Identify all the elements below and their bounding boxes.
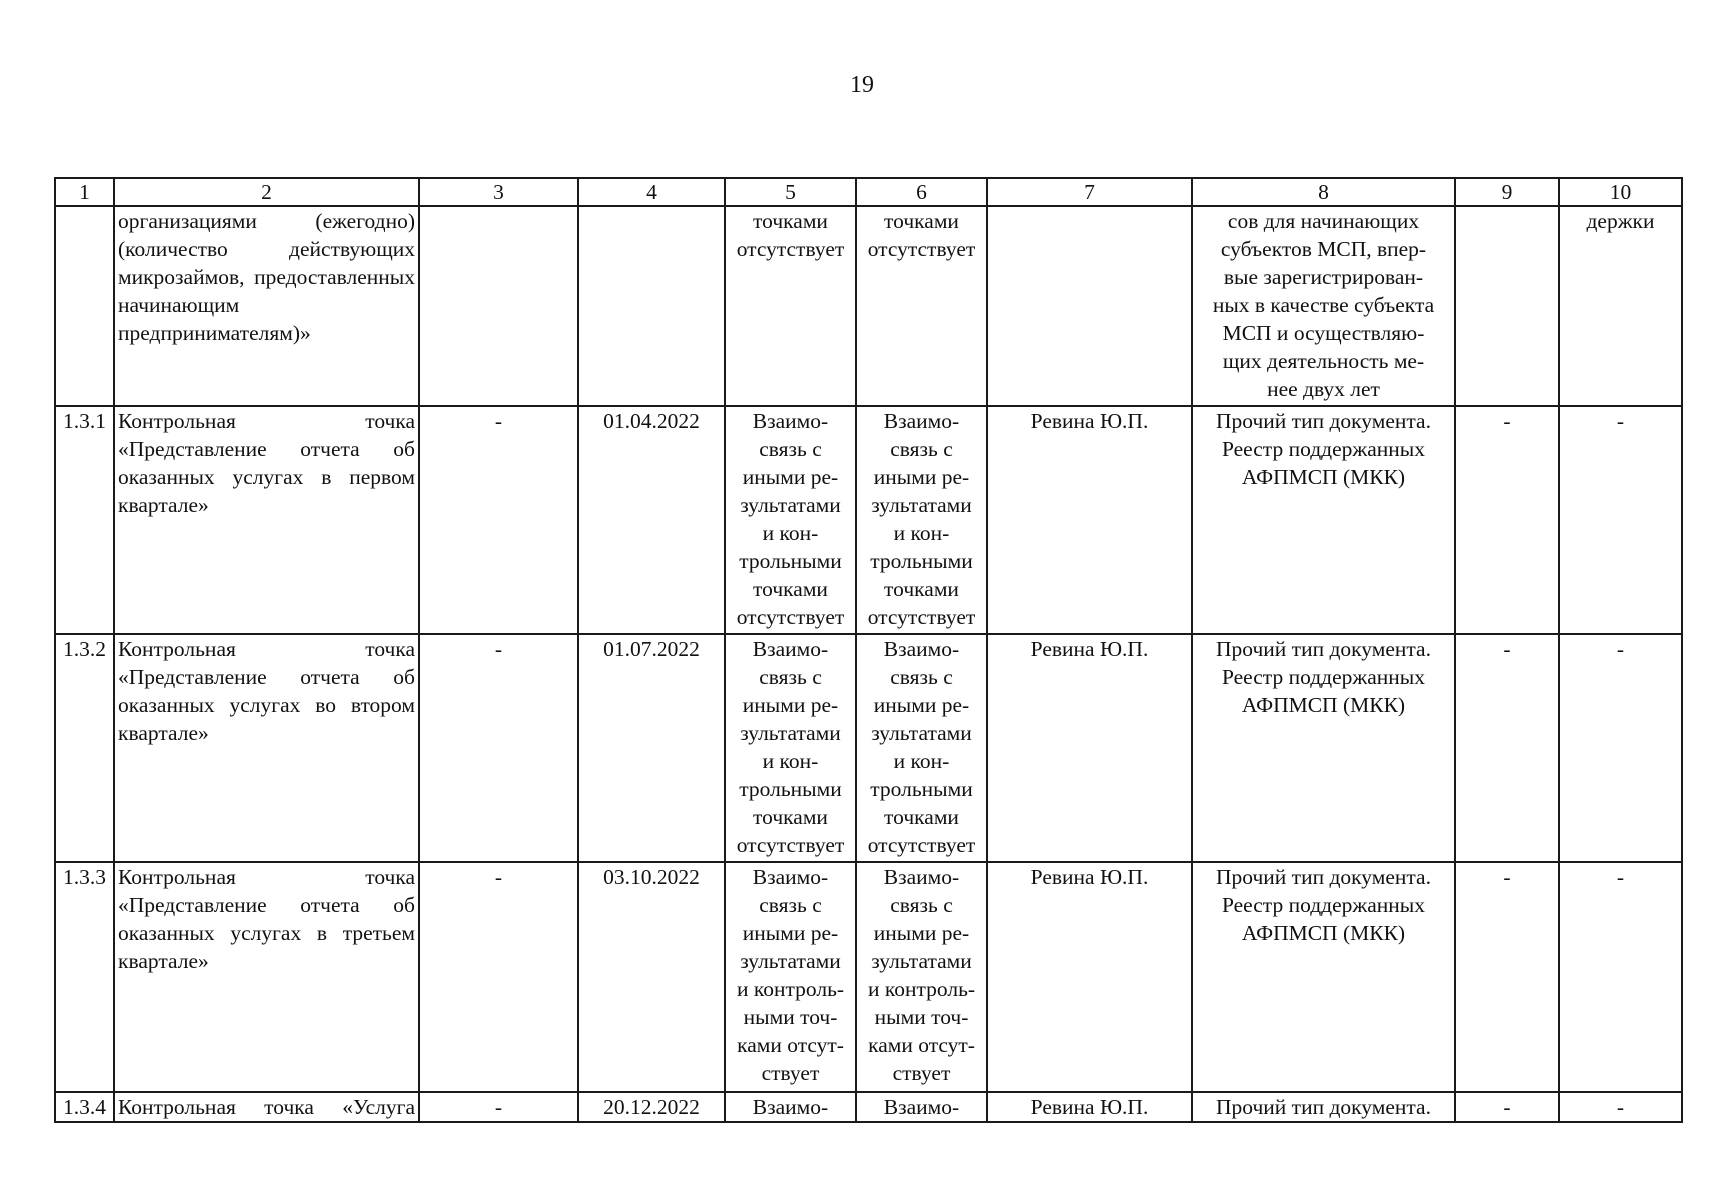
table-row	[55, 1092, 1682, 1122]
responsible-cell	[987, 206, 1192, 406]
row-number: 1.3.4	[55, 1092, 114, 1122]
header-cell: 7	[987, 178, 1192, 206]
cell-col3	[419, 206, 578, 406]
relation-cell: точками отсутствует	[856, 206, 987, 406]
header-cell: 3	[419, 178, 578, 206]
responsible-cell: Ревина Ю.П.	[987, 862, 1192, 1092]
date-cell: 01.04.2022	[578, 406, 725, 634]
cell-col10: держки	[1559, 206, 1682, 406]
measure-name: Контрольная точка «Представление отчета об оказанных услугах в первом квартале»	[114, 406, 419, 634]
table-row	[55, 206, 1682, 406]
cell-col10: -	[1559, 406, 1682, 634]
header-cell: 1	[55, 178, 114, 206]
row-number: 1.3.1	[55, 406, 114, 634]
relation-cell: точками отсутствует	[725, 206, 856, 406]
date-cell	[578, 206, 725, 406]
header-cell: 5	[725, 178, 856, 206]
date-cell: 20.12.2022	[578, 1092, 725, 1122]
relation-cell: Взаимо- связь с иными ре- зультатами и контроль- ными точ- ками отсут- ствует	[725, 862, 856, 1092]
header-cell: 2	[114, 178, 419, 206]
table-row	[55, 634, 1682, 862]
measure-name: организациями (ежегодно) (количество действующих микрозаймов, предоставленных начинающим предпринимателям)»	[114, 206, 419, 406]
row-number: 1.3.3	[55, 862, 114, 1092]
cell-col9	[1455, 206, 1559, 406]
relation-cell: Взаимо- связь с иными ре- зультатами и кон- трольными точками отсутствует	[856, 634, 987, 862]
responsible-cell: Ревина Ю.П.	[987, 406, 1192, 634]
relation-cell: Взаимо-	[856, 1092, 987, 1122]
document-cell: Прочий тип документа. Реестр поддержанных АФПМСП (МКК)	[1192, 862, 1455, 1092]
cell-col10: -	[1559, 862, 1682, 1092]
header-cell: 10	[1559, 178, 1682, 206]
relation-cell: Взаимо- связь с иными ре- зультатами и кон- трольными точками отсутствует	[725, 406, 856, 634]
header-cell: 6	[856, 178, 987, 206]
cell-col9: -	[1455, 862, 1559, 1092]
measure-name: Контрольная точка «Представление отчета об оказанных услугах в третьем квартале»	[114, 862, 419, 1092]
row-number	[55, 206, 114, 406]
header-row	[55, 178, 1682, 206]
cell-col9: -	[1455, 634, 1559, 862]
measure-name: Контрольная точка «Услуга	[114, 1092, 419, 1122]
document-cell: Прочий тип документа.	[1192, 1092, 1455, 1122]
document-cell: Прочий тип документа. Реестр поддержанных АФПМСП (МКК)	[1192, 634, 1455, 862]
responsible-cell: Ревина Ю.П.	[987, 634, 1192, 862]
relation-cell: Взаимо- связь с иными ре- зультатами и кон- трольными точками отсутствует	[725, 634, 856, 862]
header-cell: 9	[1455, 178, 1559, 206]
plan-table	[54, 177, 1683, 1123]
document-cell: сов для начинающих субъектов МСП, впер- вые зарегистрирован- ных в качестве субъекта МСП и осуществляю- щих деятельность ме- нее двух лет	[1192, 206, 1455, 406]
page-number: 19	[850, 72, 874, 98]
cell-col3: -	[419, 862, 578, 1092]
header-cell: 4	[578, 178, 725, 206]
date-cell: 01.07.2022	[578, 634, 725, 862]
row-number: 1.3.2	[55, 634, 114, 862]
responsible-cell: Ревина Ю.П.	[987, 1092, 1192, 1122]
header-cell: 8	[1192, 178, 1455, 206]
relation-cell: Взаимо- связь с иными ре- зультатами и контроль- ными точ- ками отсут- ствует	[856, 862, 987, 1092]
cell-col10: -	[1559, 1092, 1682, 1122]
cell-col3: -	[419, 406, 578, 634]
relation-cell: Взаимо- связь с иными ре- зультатами и кон- трольными точками отсутствует	[856, 406, 987, 634]
cell-col10: -	[1559, 634, 1682, 862]
cell-col3: -	[419, 634, 578, 862]
cell-col9: -	[1455, 406, 1559, 634]
document-cell: Прочий тип документа. Реестр поддержанных АФПМСП (МКК)	[1192, 406, 1455, 634]
cell-col3: -	[419, 1092, 578, 1122]
relation-cell: Взаимо-	[725, 1092, 856, 1122]
table-row	[55, 406, 1682, 634]
cell-col9: -	[1455, 1092, 1559, 1122]
date-cell: 03.10.2022	[578, 862, 725, 1092]
measure-name: Контрольная точка «Представление отчета об оказанных услугах во втором квартале»	[114, 634, 419, 862]
table-row	[55, 862, 1682, 1092]
